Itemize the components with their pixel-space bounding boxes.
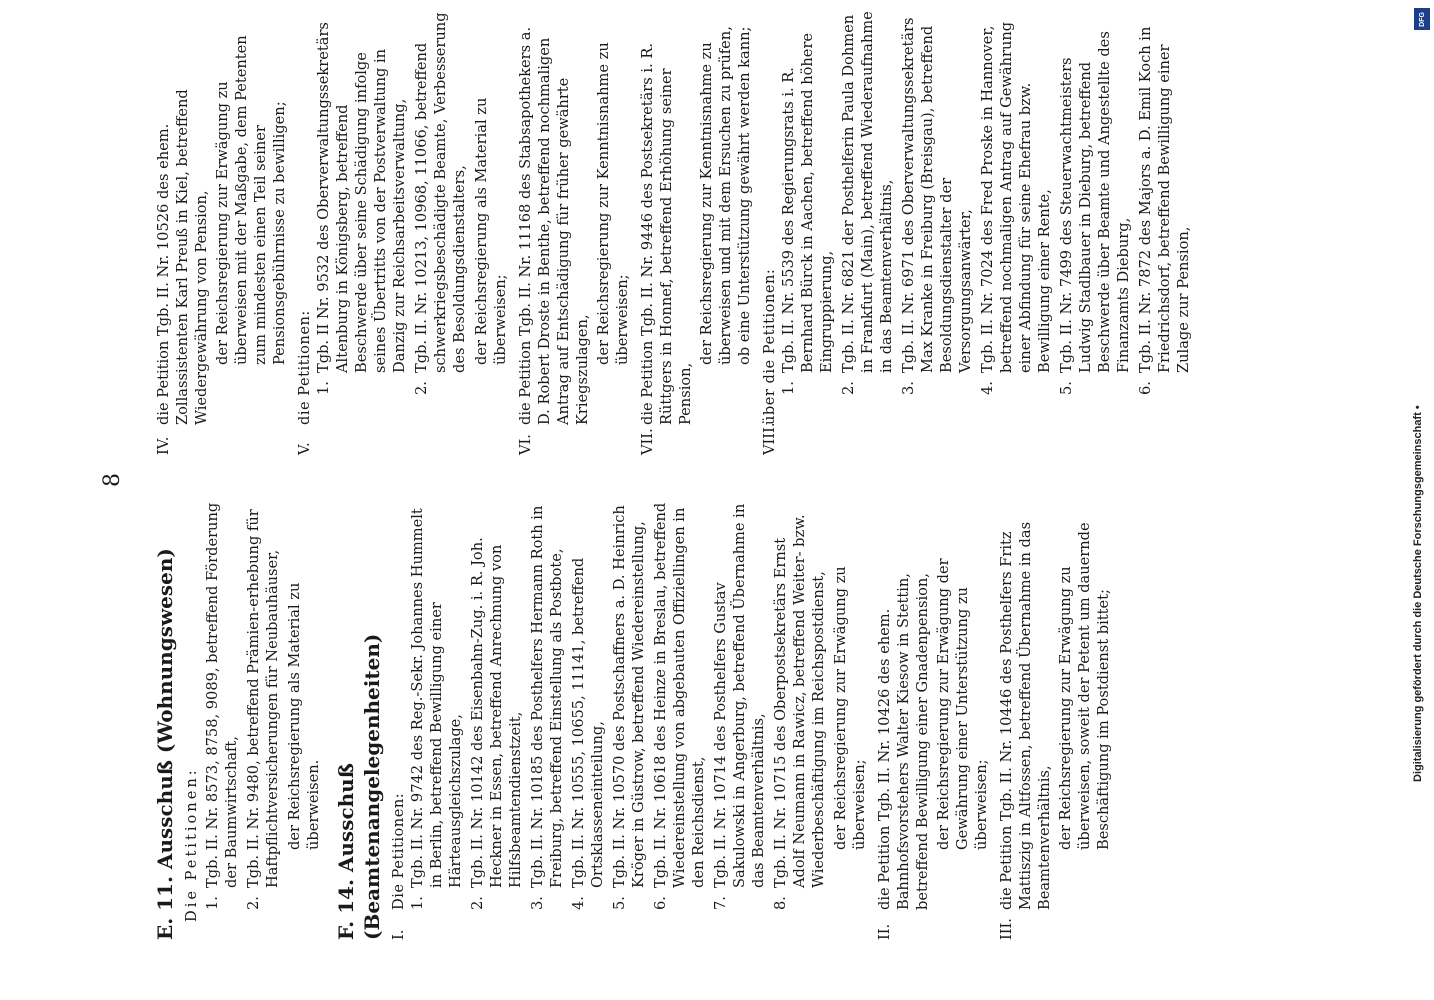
item-text: Tgb. II. Nr. 7872 des Majors a. D. Emil Koch in Friedrichsdorf, betreffend Bewilligung einer Zulage zur Pension, bbox=[1137, 26, 1192, 373]
right-column bbox=[150, 10, 1196, 455]
list-item bbox=[711, 495, 768, 940]
list-item bbox=[203, 495, 241, 940]
item-text: Tgb. II. Nr. 10618 des Heinze in Breslau, betreffend Wiedereinstellung von abgebauten Offiziellingen in den Reichsdienst, bbox=[652, 502, 707, 888]
list-item bbox=[771, 495, 828, 940]
item-number: 4. bbox=[570, 896, 587, 910]
group-ii bbox=[875, 495, 991, 940]
roman-numeral: VII. bbox=[639, 428, 656, 455]
item-number: 8. bbox=[772, 896, 789, 910]
list-item bbox=[651, 495, 708, 940]
logo-text: DFG bbox=[1418, 11, 1426, 27]
list-item bbox=[610, 495, 648, 940]
resolution-text: der Reichsregierung als Material zu überweisen. bbox=[286, 582, 322, 850]
item-number: 7. bbox=[712, 896, 729, 910]
digitization-credit bbox=[1410, 10, 1430, 990]
resolution-text: der Reichsregierung zur Erwägung zu überweisen; bbox=[832, 566, 868, 850]
list-item bbox=[839, 10, 896, 425]
document-page bbox=[100, 0, 1190, 960]
roman-numeral: IV. bbox=[155, 436, 172, 455]
list-item bbox=[468, 495, 525, 940]
roman-numeral: VIII. bbox=[761, 422, 778, 455]
group-text: die Petition Tgb. II. Nr. 9446 des Postsekretärs i. R. Rüttgers in Honnef, betreffend Erhöhung seiner Pension, bbox=[639, 43, 694, 425]
item-text: Tgb. II. Nr. 7499 des Steuerwachtmeisters Ludwig Stadlbauer in Dieburg, betreffend Beschwerde über Beamte und Angestellte des Finanzamts Dieburg, bbox=[1058, 31, 1132, 373]
resolution-text: der Reichsregierung als Material zu überweisen; bbox=[473, 97, 509, 365]
resolution-text: der Reichsregierung zur Kenntnisnahme zu überweisen und mit dem Ersuchen zu prüfen, ob eine Unterstützung gewährt werden kann; bbox=[698, 26, 753, 365]
group-iv bbox=[154, 10, 289, 455]
group-v bbox=[295, 10, 510, 455]
roman-numeral: III. bbox=[998, 918, 1015, 940]
list-item bbox=[244, 495, 282, 940]
credit-text: Digitalisierung gefördert durch die Deutsche Forschungsgemeinschaft • bbox=[1412, 405, 1424, 782]
item-text: Tgb. II. Nr. 9742 des Reg.-Sekr. Johannes Hummelt in Berlin, betreffend Bewilligung einer Härteausgleichszulage, bbox=[409, 508, 464, 888]
group-i bbox=[389, 495, 408, 940]
item-number: 6. bbox=[1137, 381, 1154, 395]
section-e-petitionen: Die Petitionen: bbox=[183, 767, 200, 922]
item-text: Tgb. II. Nr. 10213, 10968, 11066, betreffend schwerkriegsbeschädigte Beamte, Verbesserung des Besoldungsdienstalters, bbox=[413, 12, 468, 373]
roman-numeral: VI. bbox=[517, 434, 534, 455]
resolution-text: der Reichsregierung zur Erwägung der Gewährung einer Unterstützung zu überweisen; bbox=[935, 558, 990, 850]
group-iii bbox=[997, 495, 1113, 940]
group-text: die Petition Tgb. II. Nr. 10426 des ehem. Bahnhofsvorstehers Walter Kiesow in Stettin, betreffend Bewilligung einer Gnadenpension, bbox=[876, 573, 931, 910]
item-number: 2. bbox=[413, 381, 430, 395]
list-item bbox=[314, 10, 409, 425]
resolution-text: der Reichsregierung zur Erwägung zu überweisen, soweit der Petent um dauernde Beschäftigung im Postdienst bittet; bbox=[1057, 522, 1112, 850]
left-column bbox=[150, 495, 1119, 940]
item-number: 5. bbox=[611, 896, 628, 910]
resolution-text: der Reichsregierung zur Kenntnisnahme zu überweisen; bbox=[595, 42, 631, 365]
group-viii bbox=[760, 10, 1193, 455]
item-number: 6. bbox=[652, 896, 669, 910]
section-e-title: E. 11. Ausschuß (Wohnungswesen) bbox=[153, 548, 177, 940]
item-number: 1. bbox=[780, 381, 797, 395]
item-text: Tgb. II. Nr. 8573, 8758, 9089, betreffend Förderung der Baumwirtschaft, bbox=[204, 502, 240, 888]
item-number: 2. bbox=[245, 896, 262, 910]
item-text: Tgb. II. Nr. 10555, 10655, 11141, betreffend Ortsklasseneinteilung, bbox=[570, 557, 606, 888]
item-number: 1. bbox=[204, 896, 221, 910]
list-item bbox=[569, 495, 607, 940]
page-number: 8 bbox=[100, 473, 125, 487]
list-item bbox=[899, 10, 975, 425]
roman-numeral: V. bbox=[296, 442, 313, 455]
item-text: Tgb. II. Nr. 6971 des Oberverwaltungssekretärs Max Kranke in Freiburg (Breisgau), betreffend Besoldungsdienstalter der Versorgungsanwärter, bbox=[900, 17, 974, 373]
group-text: die Petition Tgb. II. Nr. 11168 des Stabsapothekers a. D. Robert Droste in Benthe, betreffend nochmaligen Antrag auf Entschädigung für früher gewährte Kriegszulagen, bbox=[517, 26, 591, 425]
item-number: 1. bbox=[315, 381, 332, 395]
group-text: die Petition Tgb. II. Nr. 10526 des ehem. Zollassistenten Karl Preuß in Kiel, betreffend Wiedergewährung von Pension, bbox=[155, 89, 210, 425]
list-item bbox=[408, 495, 465, 940]
roman-numeral: I. bbox=[390, 929, 407, 940]
resolution-text: der Reichsregierung zur Erwägung zu überweisen mit der Maßgabe, dem Petenten zum mindesten einen Teil seiner Pensionsgebührnisse zu bewilligen; bbox=[214, 35, 288, 365]
item-text: Tgb. II. Nr. 10570 des Postschaffners a. D. Heinrich Kröger in Güstrow, betreffend Wiedereinstellung, bbox=[611, 505, 647, 888]
roman-numeral: II. bbox=[876, 923, 893, 940]
list-item bbox=[978, 10, 1054, 425]
list-item bbox=[1057, 10, 1133, 425]
item-number: 2. bbox=[469, 896, 486, 910]
item-text: Tgb. II. Nr. 5539 des Regierungsrats i. R. Bernhard Bürck in Aachen, betreffend höhere Eingruppierung, bbox=[780, 32, 835, 373]
item-text: Tgb. II. Nr. 10142 des Eisenbahn-Zug. i. R. Joh. Heckner in Essen, betreffend Anrechnung von Hilfsbeamtendienstzeit, bbox=[469, 537, 524, 888]
item-text: Tgb. II. Nr. 7024 des Fred Proske in Hannover, betreffend nochmaligen Antrag auf Gewährung einer Abfindung für seine Ehefrau bzw. Bewilligung einer Rente, bbox=[979, 21, 1053, 373]
item-number: 5. bbox=[1058, 381, 1075, 395]
item-number: 1. bbox=[409, 896, 426, 910]
item-number: 2. bbox=[840, 381, 857, 395]
group-vii bbox=[638, 10, 754, 455]
item-number: 3. bbox=[529, 896, 546, 910]
item-text: Tgb. II Nr. 9532 des Oberverwaltungssekretärs Altenburg in Königsberg, betreffend Beschwerde über seine Schädigung infolge seines Übertritts von der Postverwaltung in Danzig zur Reichsarbeitsverwaltung, bbox=[315, 22, 408, 373]
group-text: die Petition Tgb. II. Nr. 10446 des Posthelfers Fritz Mattiszig in Altfossen, betreffend Übernahme in das Beamtenverhältnis, bbox=[998, 521, 1053, 910]
group-lead: die Petitionen: bbox=[296, 310, 313, 425]
item-text: Tgb. II. Nr. 10715 des Oberpostsekretärs Ernst Adolf Neumann in Rawicz, betreffend Weiter- bzw. Wiederbeschäftigung im Reichspostdienst, bbox=[772, 514, 827, 888]
list-item bbox=[1136, 10, 1193, 425]
group-vi bbox=[516, 10, 632, 455]
dfg-logo bbox=[1414, 8, 1430, 30]
section-f-title: F. 14. Ausschuß (Beamtenangelegenheiten) bbox=[334, 633, 384, 940]
item-text: Tgb. II. Nr. 9480, betreffend Prämien-erhebung für Haftpflichtversicherungen für Neubauhäuser, bbox=[245, 509, 281, 888]
item-text: Tgb. II. Nr. 10185 des Posthelfers Hermann Roth in Freiburg, betreffend Einstellung als Postbote, bbox=[529, 505, 565, 888]
group-lead: Die Petitionen: bbox=[390, 792, 407, 910]
list-item bbox=[779, 10, 836, 425]
item-text: Tgb. II. Nr. 10714 des Posthelfers Gustav Sakulowski in Angerburg, betreffend Übernahme in das Beamtenverhältnis, bbox=[712, 503, 767, 888]
list-item bbox=[528, 495, 566, 940]
list-item bbox=[412, 10, 469, 425]
group-lead: über die Petitionen: bbox=[761, 268, 778, 425]
item-number: 3. bbox=[900, 381, 917, 395]
item-text: Tgb. II. Nr. 6821 der Posthelferin Paula Dohmen in Frankfurt (Main), betreffend Wiederaufnahme in das Beamtenverhältnis, bbox=[840, 11, 895, 373]
item-number: 4. bbox=[979, 381, 996, 395]
